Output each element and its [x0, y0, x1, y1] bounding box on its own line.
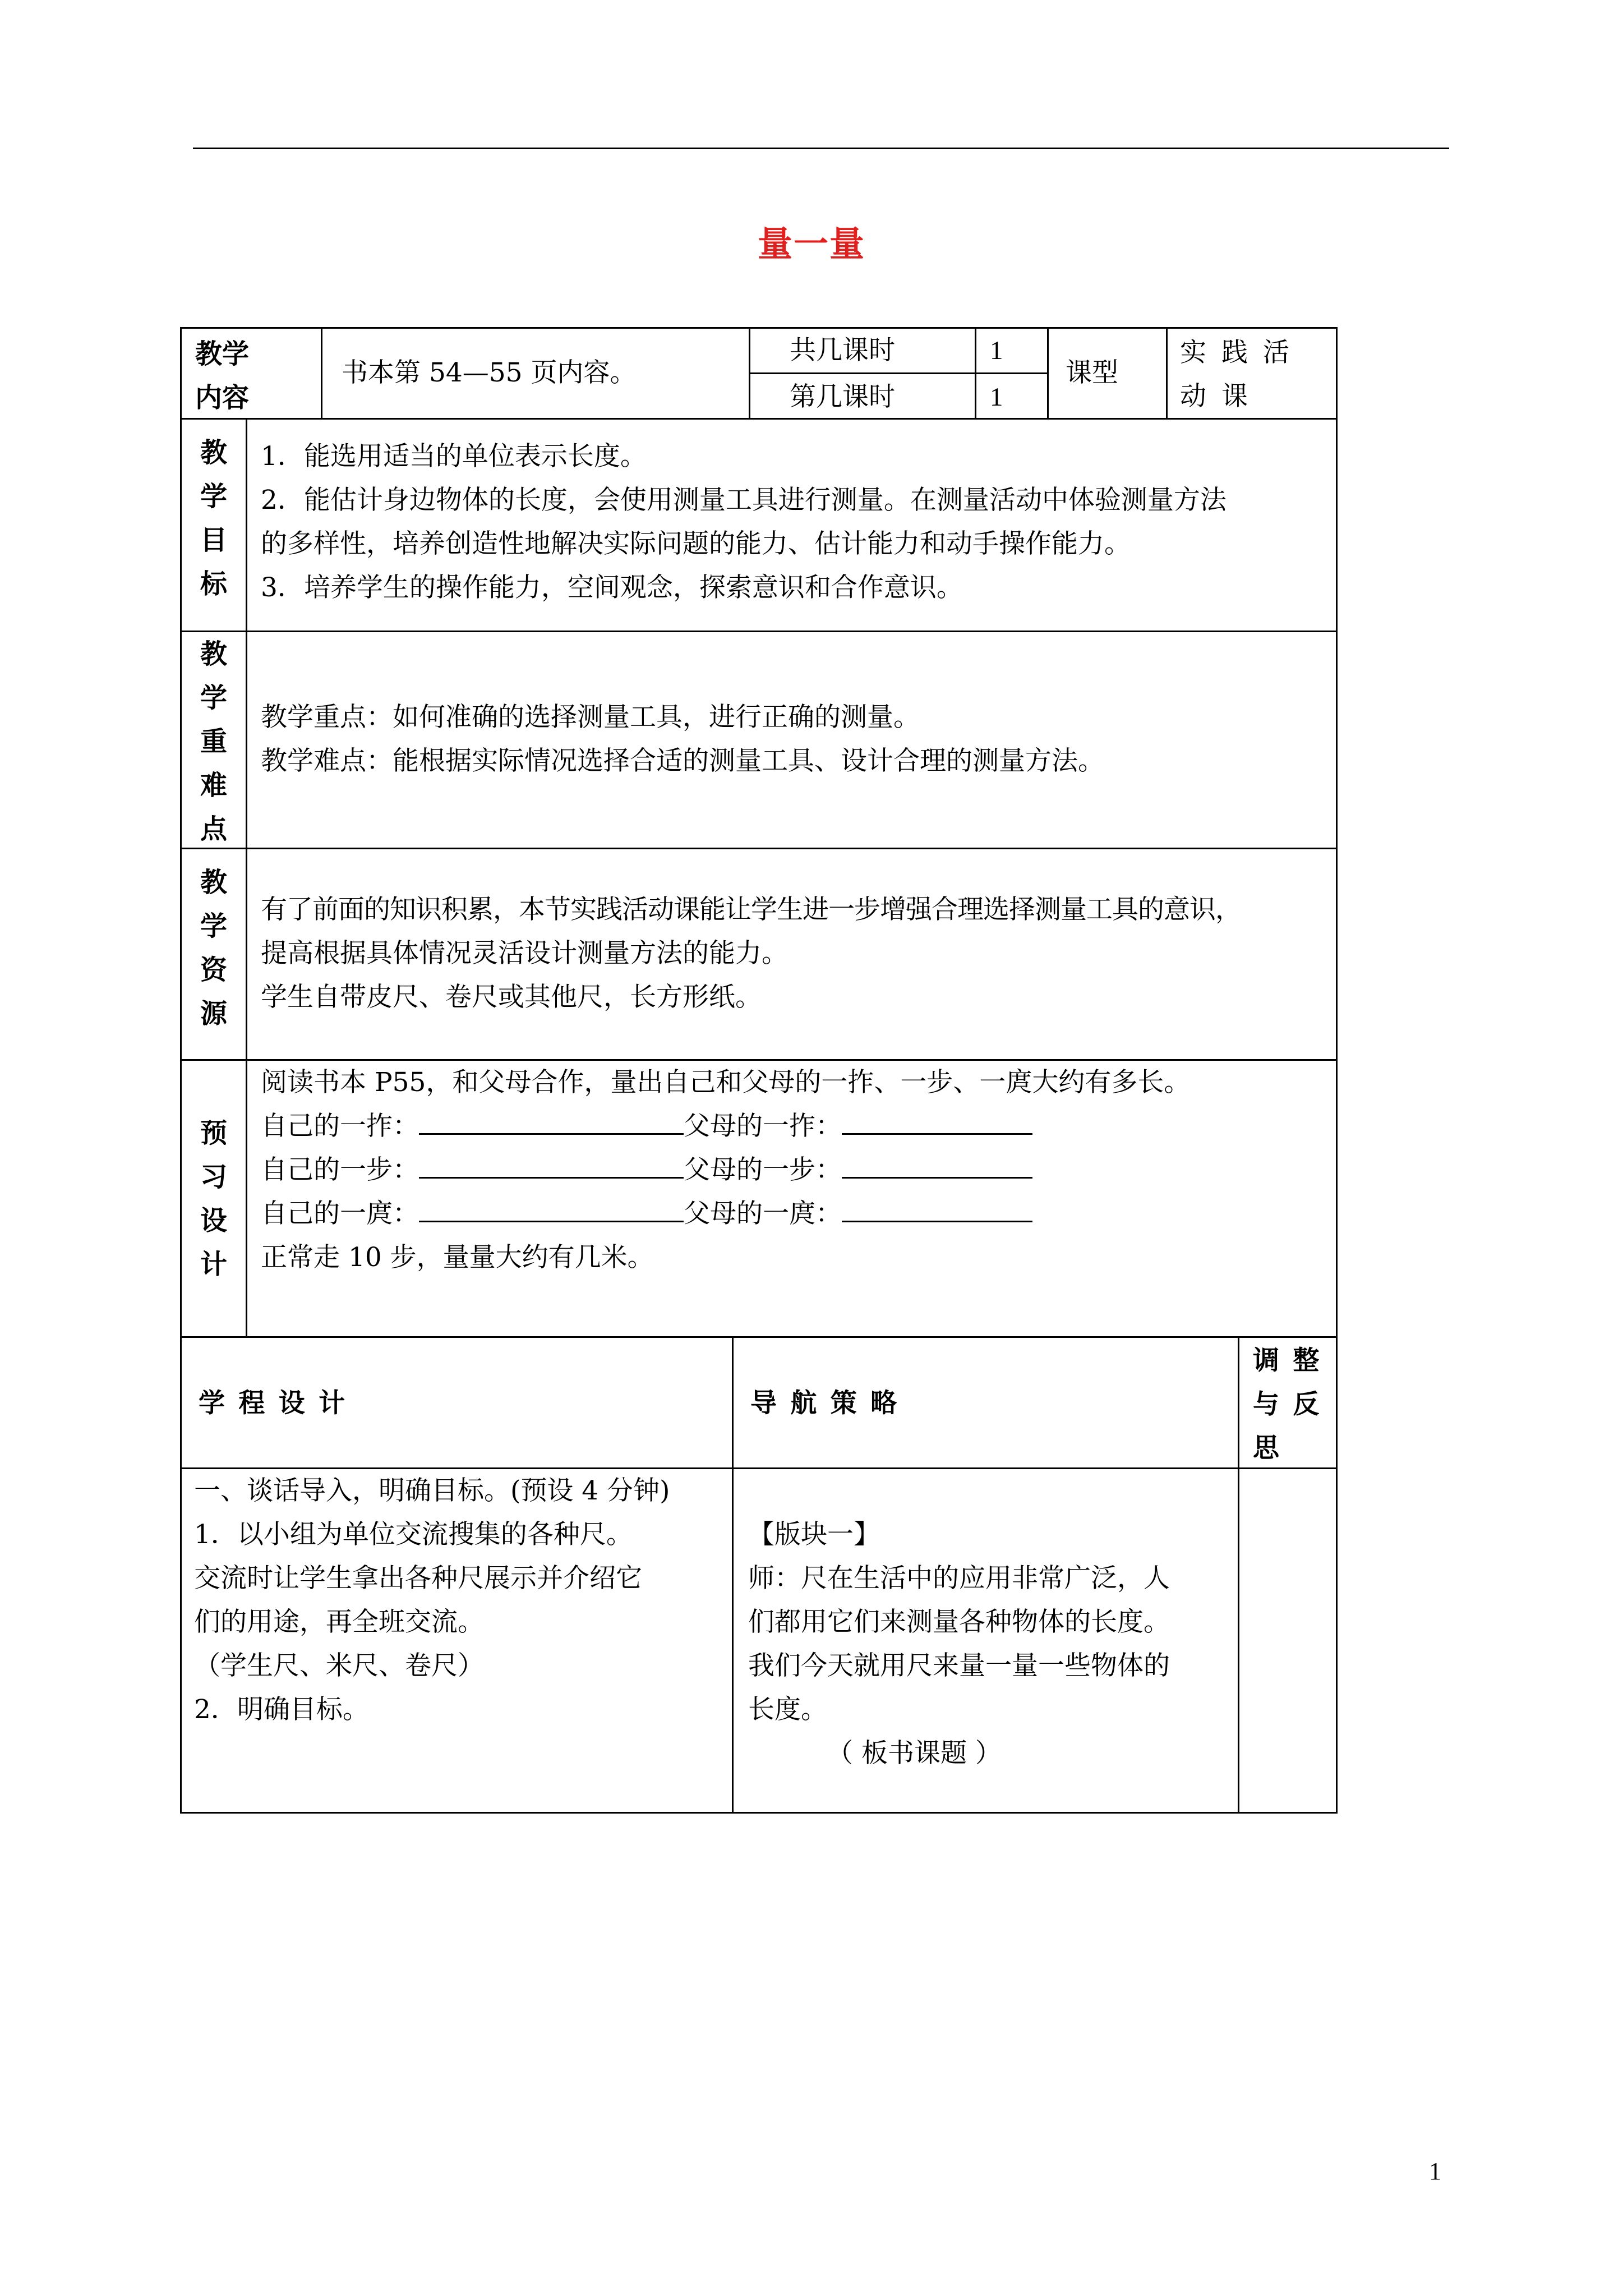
- process-col2-line-3: 们都用它们来测量各种物体的长度。: [748, 1607, 1170, 1637]
- preview-row-3: [261, 1192, 1190, 1236]
- resources-line-1: 有了前面的知识积累，本节实践活动课能让学生进一步增强合理选择测量工具的意识，: [261, 894, 1241, 925]
- process-col1-line-3: 交流时让学生拿出各种尺展示并介绍它: [194, 1563, 642, 1594]
- type-value: 实 践 活 动 课: [1180, 337, 1293, 412]
- goals-line-2: 2．能估计身边物体的长度，会使用测量工具进行测量。在测量活动中体验测量方法: [261, 485, 1227, 516]
- process-col1-header: 学 程 设 计: [199, 1388, 348, 1419]
- process-col2-content-cell: [732, 1467, 1239, 1814]
- preview-outro: 正常走 10 步，量量大约有几米。: [261, 1242, 654, 1273]
- process-col2-line-2: 师：尺在生活中的应用非常广泛，人: [748, 1563, 1170, 1594]
- lesson-no-label-cell: [749, 372, 976, 420]
- header-rule: [193, 148, 1449, 149]
- process-col1-line-1: 一、谈话导入，明确目标。(预设 4 分钟): [194, 1475, 670, 1506]
- page-title: 量一量: [757, 223, 865, 264]
- content-value: 书本第 54—55 页内容。: [342, 357, 637, 388]
- preview-label-cell: [180, 1059, 247, 1338]
- resources-content-cell: [246, 848, 1338, 1061]
- goals-text: [261, 435, 1227, 610]
- goals-content-cell: [246, 418, 1338, 632]
- process-col2-line-5: 长度。: [748, 1694, 827, 1725]
- keypoints-line-1: 教学重点：如何准确的选择测量工具，进行正确的测量。: [261, 702, 920, 733]
- lesson-no-label: 第几课时: [790, 381, 895, 412]
- keypoints-content-cell: [246, 631, 1338, 849]
- type-label: 课型: [1066, 357, 1118, 388]
- keypoints-label-cell: [180, 631, 247, 849]
- process-col2-header: 导 航 策 略: [750, 1388, 900, 1419]
- process-col1-line-6: 2．明确目标。: [194, 1694, 369, 1725]
- process-col1-line-4: 们的用途，再全班交流。: [194, 1607, 484, 1637]
- total-lessons-value: 1: [990, 336, 1003, 365]
- type-label-cell: [1047, 327, 1168, 420]
- self-span-label: 自己的一拃：: [261, 1111, 419, 1142]
- process-col3-content-cell: [1238, 1467, 1338, 1814]
- preview-intro: 阅读书本 P55，和父母合作，量出自己和父母的一拃、一步、一庹大约有多长。: [261, 1067, 1191, 1098]
- resources-text: [261, 888, 1241, 1019]
- process-col1-text: [194, 1469, 670, 1732]
- self-span-blank[interactable]: [419, 1111, 684, 1135]
- preview-text: [261, 1061, 1190, 1280]
- process-col2-line-1: 【版块一】: [748, 1519, 880, 1550]
- process-col2-text: [748, 1513, 1170, 1775]
- parent-armspan-blank[interactable]: [842, 1198, 1032, 1222]
- resources-label: 教学资源: [200, 867, 227, 1029]
- keypoints-label: 教学重难点: [200, 638, 227, 845]
- parent-step-blank[interactable]: [842, 1154, 1032, 1179]
- keypoints-line-2: 教学难点：能根据实际情况选择合适的测量工具、设计合理的测量方法。: [261, 746, 1104, 776]
- self-armspan-label: 自己的一庹：: [261, 1198, 419, 1229]
- content-label: 教学内容: [195, 338, 250, 413]
- page-number: 1: [1429, 2157, 1441, 2185]
- content-label-cell: [180, 327, 322, 420]
- resources-line-2: 提高根据具体情况灵活设计测量方法的能力。: [261, 938, 788, 969]
- goals-line-3: 的多样性，培养创造性地解决实际问题的能力、估计能力和动手操作能力。: [261, 528, 1131, 559]
- self-step-label: 自己的一步：: [261, 1154, 419, 1185]
- self-armspan-blank[interactable]: [419, 1198, 684, 1222]
- preview-label: 预习设计: [200, 1117, 227, 1280]
- preview-row-1: [261, 1105, 1190, 1148]
- total-lessons-value-cell: [975, 327, 1049, 374]
- process-col1-line-2: 1．以小组为单位交流搜集的各种尺。: [194, 1519, 633, 1550]
- preview-row-2: [261, 1148, 1190, 1192]
- keypoints-text: [261, 696, 1104, 783]
- resources-label-cell: [180, 848, 247, 1061]
- process-col1-header-cell: [180, 1336, 734, 1469]
- self-step-blank[interactable]: [419, 1154, 684, 1179]
- type-value-cell: [1166, 327, 1338, 420]
- parent-span-blank[interactable]: [842, 1111, 1032, 1135]
- process-col3-header-cell: [1238, 1336, 1338, 1469]
- process-col2-line-6: （ 板书课题 ）: [827, 1738, 1002, 1769]
- parent-armspan-label: 父母的一庹：: [684, 1198, 842, 1229]
- process-col2-header-cell: [732, 1336, 1239, 1469]
- goals-label-cell: [180, 418, 247, 632]
- lesson-no-value-cell: [975, 372, 1049, 420]
- process-col1-line-5: （学生尺、米尺、卷尺）: [194, 1650, 484, 1681]
- process-col1-content-cell: [180, 1467, 734, 1814]
- goals-line-4: 3．培养学生的操作能力，空间观念，探索意识和合作意识。: [261, 572, 963, 603]
- resources-line-3: 学生自带皮尺、卷尺或其他尺，长方形纸。: [261, 982, 762, 1013]
- parent-step-label: 父母的一步：: [684, 1154, 842, 1185]
- parent-span-label: 父母的一拃：: [684, 1111, 842, 1142]
- process-col3-header: 调 整 与 反 思: [1253, 1345, 1322, 1464]
- total-lessons-label-cell: [749, 327, 976, 374]
- preview-content-cell: [246, 1059, 1338, 1338]
- content-value-cell: [321, 327, 750, 420]
- total-lessons-label: 共几课时: [790, 335, 895, 366]
- goals-line-1: 1．能选用适当的单位表示长度。: [261, 441, 647, 472]
- lesson-no-value: 1: [990, 383, 1003, 412]
- process-col2-line-4: 我们今天就用尺来量一量一些物体的: [748, 1650, 1170, 1681]
- goals-label: 教学目标: [200, 437, 227, 600]
